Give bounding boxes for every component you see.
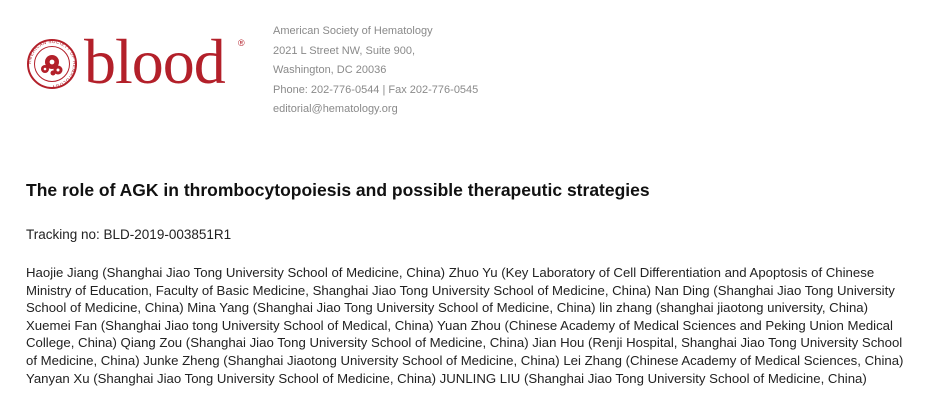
- org-name: American Society of Hematology: [273, 25, 433, 37]
- city-address: Washington, DC 20036: [273, 64, 387, 76]
- paper-title: The role of AGK in thrombocytopoiesis and possible therapeutic strategies: [26, 180, 650, 200]
- tracking-number: Tracking no: BLD-2019-003851R1: [26, 227, 232, 242]
- ash-seal-icon: [26, 38, 78, 90]
- blood-journal-logo: [26, 26, 256, 97]
- street-address: 2021 L Street NW, Suite 900,: [273, 44, 416, 57]
- author-list: Haojie Jiang (Shanghai Jiao Tong University School of Medicine, China) Zhuo Yu (Key Laboratory of Cell Differentiation and Apoptosis of Chinese Ministry of Education, Faculty of Basic Medicine, Shanghai Jiao Tong University School of Medicine, China) Nan Ding (Shanghai Jiao Tong University School of Medicine, China) Mina Yang (Shanghai Jiao Tong University School of Medicine, China) lin zhang (shanghai jiaotong university, China) Xuemei Fan (Shanghai Jiao tong University School of Medical, China) Yuan Zhou (Chinese Academy of Medical Sciences and Peking Union Medical College, China) Qiang Zou (Shanghai Jiao Tong University School of Medicine, China) Jian Hou (Renji Hospital, Shanghai Jiao Tong University School of Medicine, China) Junke Zheng (Shanghai Jiaotong University School of Medicine, China) Lei Zhang (Chinese Academy of Medical Sciences, China) Yanyan Xu (Shanghai Jiao Tong University School of Medicine, China) JUNLING LIU (Shanghai Jiao Tong University School of Medicine, China): [26, 265, 904, 386]
- seal-text: AMERICAN SOCIETY OF HEMATOLOGY: [26, 38, 78, 90]
- publisher-address: [273, 22, 478, 120]
- registered-mark: ®: [238, 38, 245, 48]
- blood-wordmark: blood: [84, 26, 225, 97]
- document-header: [26, 22, 906, 115]
- phone-fax: Phone: 202-776-0544 | Fax 202-776-0545: [273, 83, 479, 96]
- editorial-email: editorial@hematology.org: [273, 103, 398, 115]
